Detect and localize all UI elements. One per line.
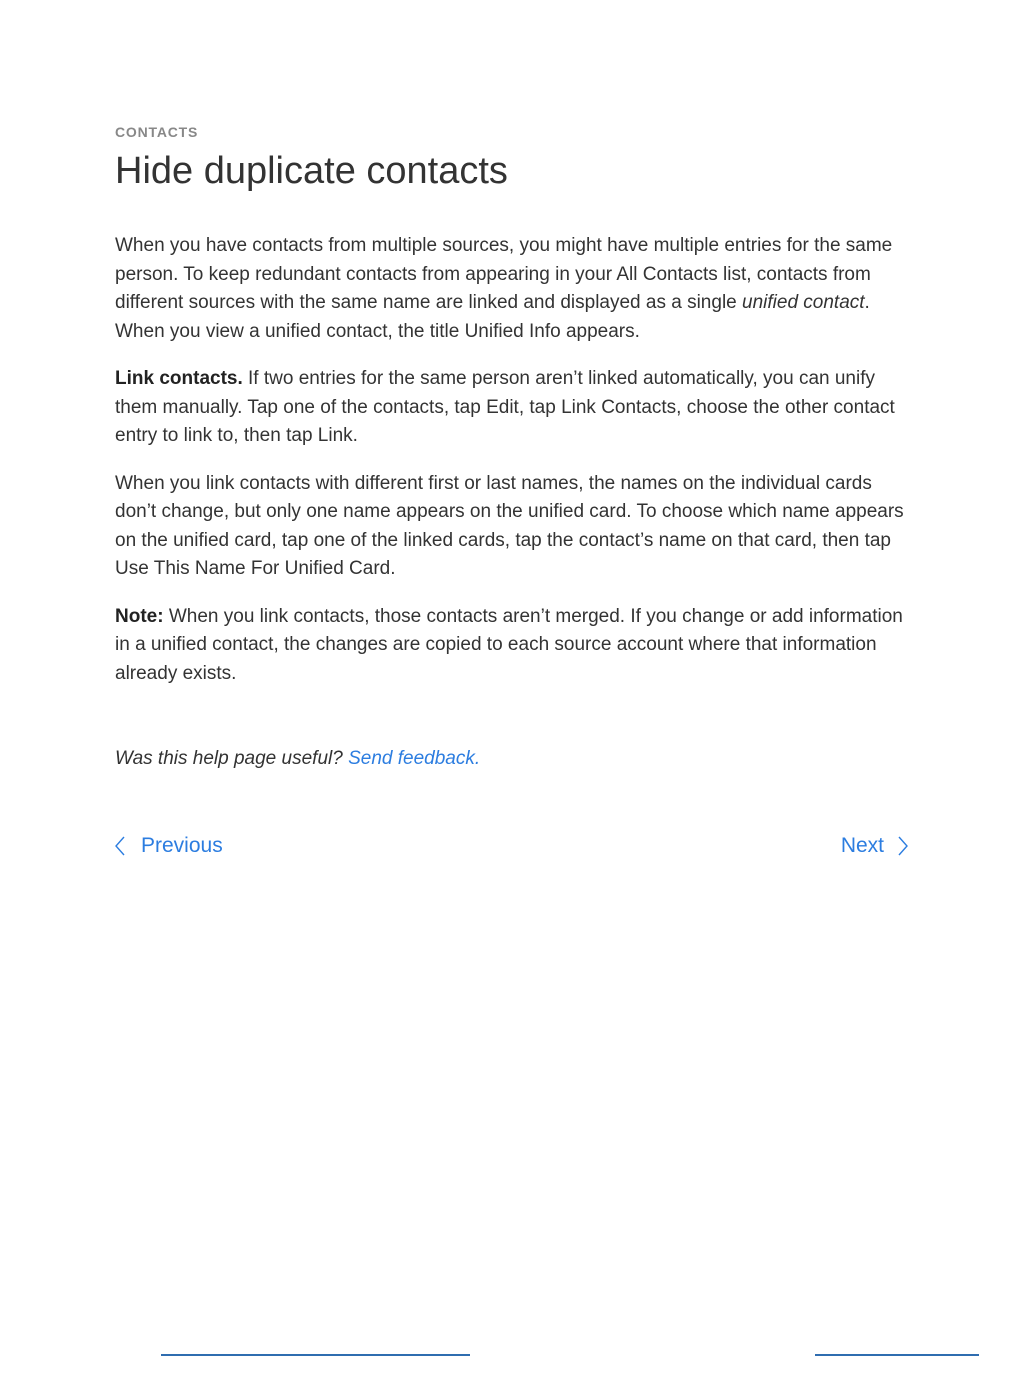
paragraph-link-contacts-text: If two entries for the same person aren’t linked automatically, you can unify them manually. Tap one of the contacts, tap Edit, tap Link Contacts, choose the other contact entry to link to, then tap Link.: [115, 368, 895, 446]
paragraph-intro-text-2: . When you view a unified contact, the title Unified Info appears.: [115, 292, 870, 342]
previous-link[interactable]: [115, 833, 223, 859]
paragraph-link-contacts: [115, 365, 915, 451]
section-label: CONTACTS: [115, 124, 199, 140]
chevron-left-icon: [115, 836, 125, 856]
article: [115, 120, 915, 707]
send-feedback-link[interactable]: Send feedback.: [348, 748, 481, 769]
feedback-question: Was this help page useful?: [115, 748, 349, 769]
footer-rule-left: [161, 1354, 470, 1356]
feedback-prompt: [115, 746, 480, 772]
footer-rule-right: [815, 1354, 979, 1356]
chevron-right-icon: [898, 836, 908, 856]
paragraph-link-contacts-heading: Link contacts.: [115, 368, 243, 389]
previous-label[interactable]: Previous: [141, 834, 223, 857]
paragraph-intro-term: unified contact: [742, 292, 865, 313]
page-title: Hide duplicate contacts: [115, 150, 508, 192]
paragraph-note-heading: Note:: [115, 605, 164, 627]
paragraph-note: [115, 603, 915, 689]
article-body: [115, 232, 915, 688]
paragraph-intro: [115, 232, 915, 346]
paragraph-names: When you link contacts with different first or last names, the names on the individual cards don’t change, but only one name appears on the unified card. To choose which name appears on the unified card, tap one of the linked cards, tap the contact’s name on that card, then tap Use This Name For Unified Card.: [115, 472, 904, 579]
next-link[interactable]: [841, 833, 908, 859]
paragraph-note-text: When you link contacts, those contacts aren’t merged. If you change or add information in a unified contact, the changes are copied to each source account where that information already exists.: [115, 605, 903, 684]
next-label[interactable]: Next: [840, 834, 884, 857]
paragraph-intro-text-1: When you have contacts from multiple sources, you might have multiple entries for the same person. To keep redundant contacts from appearing in your All Contacts list, contacts from different sources with the same name are linked and displayed as a single: [115, 235, 893, 313]
